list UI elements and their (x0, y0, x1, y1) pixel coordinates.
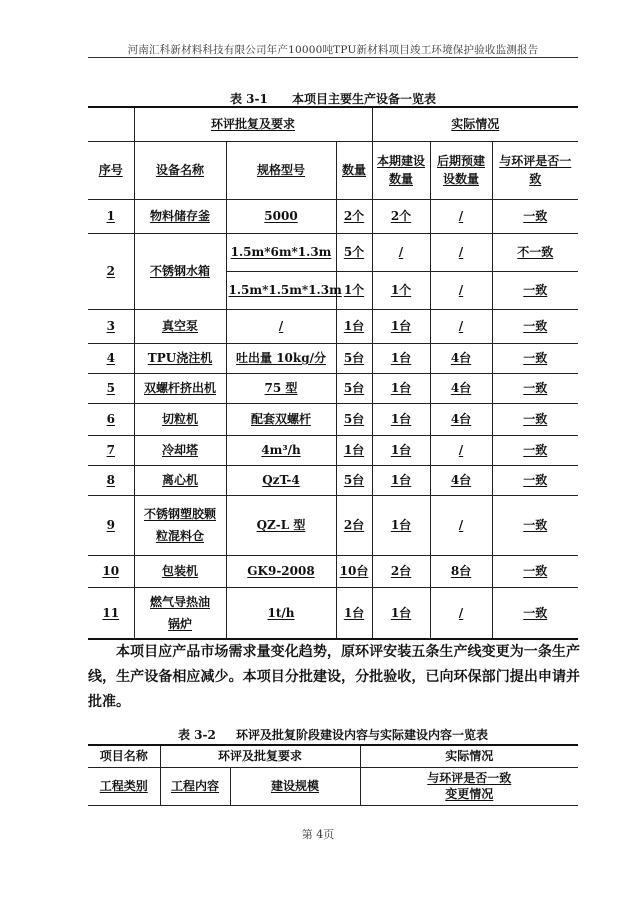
row-current: 2台 (372, 555, 430, 587)
equipment-table (88, 106, 578, 640)
row-qty: 5个 (336, 233, 372, 271)
row-later: / (430, 587, 492, 639)
row-match: 一致 (492, 495, 578, 555)
row-later: / (430, 271, 492, 309)
header-approval: 环评批复及要求 (134, 107, 372, 141)
col-header-no: 序号 (88, 141, 134, 199)
row-qty: 1台 (336, 309, 372, 343)
table1-group-header-row (88, 107, 578, 141)
row-spec: 1.5m*1.5m*1.3m (226, 271, 336, 309)
construction-content-table (88, 744, 578, 806)
row-no: 4 (88, 343, 134, 373)
table-row (88, 403, 578, 435)
row-match: 一致 (492, 465, 578, 495)
row-match: 一致 (492, 403, 578, 435)
subheader-change: 变更情况 (445, 787, 494, 801)
table-row (88, 373, 578, 403)
row-spec: QZ-L 型 (226, 495, 336, 555)
row-match: 不一致 (492, 233, 578, 271)
row-name: 物料储存釜 (134, 199, 226, 233)
row-match: 一致 (492, 309, 578, 343)
row-spec: 配套双螺杆 (226, 403, 336, 435)
header-approval-requirements: 环评及批复要求 (160, 745, 360, 767)
table-row (88, 435, 578, 465)
row-no: 10 (88, 555, 134, 587)
row-spec: QzT-4 (226, 465, 336, 495)
row-match: 一致 (492, 199, 578, 233)
row-no: 9 (88, 495, 134, 555)
table1-caption-number: 表 3-1 (229, 92, 268, 106)
row-current: 1台 (372, 435, 430, 465)
row-spec: 4m³/h (226, 435, 336, 465)
row-current: 2个 (372, 199, 430, 233)
row-current: 1台 (372, 587, 430, 639)
row-match: 一致 (492, 587, 578, 639)
header-project-name: 项目名称 (88, 745, 160, 767)
row-name: 冷却塔 (134, 435, 226, 465)
row-no: 11 (88, 587, 134, 639)
subheader-category: 工程类别 (88, 767, 160, 805)
row-current: 1个 (372, 271, 430, 309)
row-later: / (430, 495, 492, 555)
col-header-match: 与环评是否一致 (492, 141, 578, 199)
row-name: 不锈钢水箱 (134, 233, 226, 309)
row-name: 燃气导热油锅炉 (134, 587, 226, 639)
row-current: 1台 (372, 465, 430, 495)
table-row (88, 309, 578, 343)
row-later: 4台 (430, 343, 492, 373)
row-later: / (430, 309, 492, 343)
row-later: / (430, 233, 492, 271)
col-header-name: 设备名称 (134, 141, 226, 199)
row-current: 1台 (372, 309, 430, 343)
row-current: 1台 (372, 343, 430, 373)
row-spec: 75 型 (226, 373, 336, 403)
row-match: 一致 (492, 555, 578, 587)
row-no: 6 (88, 403, 134, 435)
row-qty: 5台 (336, 465, 372, 495)
table1-column-header-row (88, 141, 578, 199)
table-row (88, 587, 578, 639)
row-name: 真空泵 (134, 309, 226, 343)
row-spec: 1.5m*6m*1.3m (226, 233, 336, 271)
page-number: 第 4页 (301, 828, 335, 841)
page-header: 河南汇科新材料科技有限公司年产10000吨TPU新材料项目竣工环境保护验收监测报告 (127, 44, 539, 56)
row-spec: 1t/h (226, 587, 336, 639)
row-qty: 5台 (336, 343, 372, 373)
row-no: 7 (88, 435, 134, 465)
table1-caption-title: 本项目主要生产设备一览表 (292, 92, 437, 106)
row-qty: 2台 (336, 495, 372, 555)
header-blank (88, 107, 134, 141)
row-no: 3 (88, 309, 134, 343)
table-row (88, 343, 578, 373)
row-no: 8 (88, 465, 134, 495)
row-no: 1 (88, 199, 134, 233)
row-name: TPU浇注机 (134, 343, 226, 373)
row-qty: 2个 (336, 199, 372, 233)
row-match: 一致 (492, 271, 578, 309)
header-actual: 实际情况 (372, 107, 578, 141)
row-no: 2 (88, 233, 134, 309)
table-row (88, 555, 578, 587)
row-qty: 10台 (336, 555, 372, 587)
row-later: / (430, 435, 492, 465)
row-qty: 5台 (336, 373, 372, 403)
table-row (88, 495, 578, 555)
table-row (88, 233, 578, 271)
row-later: 8台 (430, 555, 492, 587)
row-qty: 1台 (336, 435, 372, 465)
row-name: 离心机 (134, 465, 226, 495)
table2-caption-title: 环评及批复阶段建设内容与实际建设内容一览表 (236, 728, 489, 742)
row-current: 1台 (372, 403, 430, 435)
subheader-scale: 建设规模 (230, 767, 360, 805)
table2-caption-number: 表 3-2 (177, 728, 216, 742)
row-match: 一致 (492, 435, 578, 465)
row-name: 不锈钢塑胶颗粒混料仓 (134, 495, 226, 555)
row-spec: 5000 (226, 199, 336, 233)
row-match: 一致 (492, 373, 578, 403)
row-current: 1台 (372, 373, 430, 403)
body-paragraph: 本项目应产品市场需求量变化趋势，原环评安装五条生产线变更为一条生产线，生产设备相应减少。本项目分批建设，分批验收，已向环保部门提出申请并批准。 (88, 644, 580, 710)
table1-caption (88, 90, 578, 107)
table2-subheader-row (88, 767, 578, 805)
row-match: 一致 (492, 343, 578, 373)
row-later: / (430, 199, 492, 233)
row-name: 包装机 (134, 555, 226, 587)
row-name: 双螺杆挤出机 (134, 373, 226, 403)
row-spec: / (226, 309, 336, 343)
table-row (88, 199, 578, 233)
table-row (88, 465, 578, 495)
table2-caption (88, 726, 578, 743)
col-header-qty: 数量 (336, 141, 372, 199)
col-header-later: 后期预建设数量 (430, 141, 492, 199)
table2-header-row (88, 745, 578, 767)
col-header-current: 本期建设数量 (372, 141, 430, 199)
subheader-match: 与环评是否一致 (427, 771, 512, 785)
row-qty: 5台 (336, 403, 372, 435)
row-qty: 1个 (336, 271, 372, 309)
row-spec: GK9-2008 (226, 555, 336, 587)
row-no: 5 (88, 373, 134, 403)
header-rule (88, 57, 578, 58)
col-header-spec: 规格型号 (226, 141, 336, 199)
subheader-match-change (360, 767, 578, 805)
header-actual-situation: 实际情况 (360, 745, 578, 767)
row-later: 4台 (430, 465, 492, 495)
row-later: 4台 (430, 373, 492, 403)
row-later: 4台 (430, 403, 492, 435)
row-qty: 1台 (336, 587, 372, 639)
subheader-content: 工程内容 (160, 767, 230, 805)
row-current: 1台 (372, 495, 430, 555)
row-spec: 吐出量 10kg/分 (226, 343, 336, 373)
row-current: / (372, 233, 430, 271)
row-name: 切粒机 (134, 403, 226, 435)
